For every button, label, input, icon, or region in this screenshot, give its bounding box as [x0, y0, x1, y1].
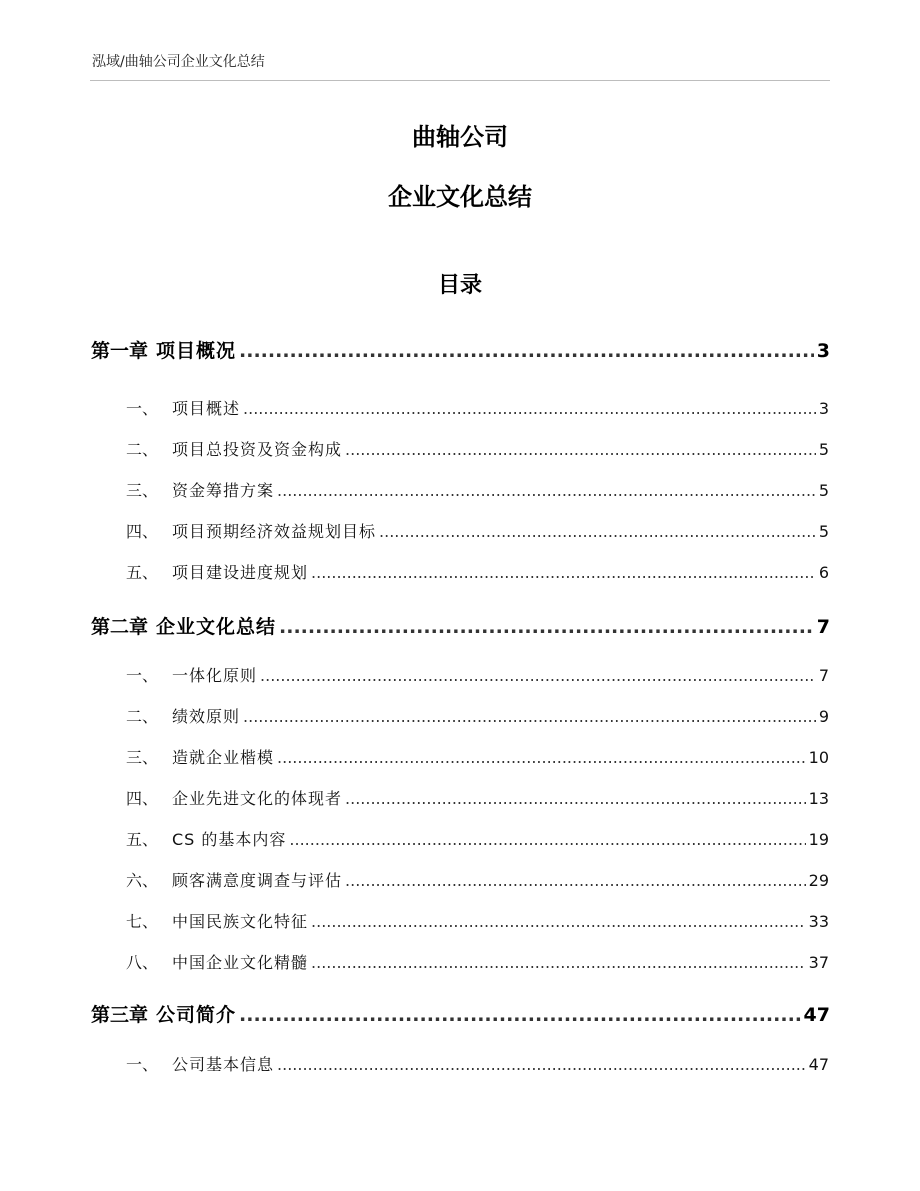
- toc-section-3-1[interactable]: [126, 1052, 829, 1076]
- toc-entry-page: 19: [808, 830, 829, 849]
- toc-entry-number: 四、: [126, 522, 159, 541]
- toc-dot-leader: [277, 748, 806, 767]
- toc-entry-page: 37: [808, 953, 829, 972]
- toc-entry-number: 第三章: [91, 1004, 149, 1026]
- toc-entry-number: 七、: [126, 912, 159, 931]
- toc-entry-label: 项目预期经济效益规划目标: [172, 522, 377, 541]
- toc-section-2-6[interactable]: [126, 868, 829, 892]
- page-header: 泓域/曲轴公司企业文化总结: [92, 54, 265, 70]
- toc-section-1-4[interactable]: [126, 519, 829, 543]
- toc-entry-label: 项目概述: [172, 399, 241, 418]
- toc-dot-leader: [345, 440, 816, 459]
- toc-entry-number: 二、: [126, 707, 159, 726]
- toc-section-2-8[interactable]: [126, 950, 829, 974]
- toc-entry-label: 企业先进文化的体现者: [172, 789, 343, 808]
- toc-section-2-5[interactable]: [126, 827, 829, 851]
- toc-entry-label: 项目总投资及资金构成: [172, 440, 343, 459]
- toc-section-1-2[interactable]: [126, 437, 829, 461]
- toc-chapter-2[interactable]: [91, 612, 830, 640]
- toc-entry-label: 项目建设进度规划: [172, 563, 309, 582]
- toc-entry-page: 5: [818, 440, 829, 459]
- toc-entry-number: 三、: [126, 748, 159, 767]
- toc-section-2-4[interactable]: [126, 786, 829, 810]
- toc-dot-leader: [345, 871, 806, 890]
- toc-entry-page: 13: [808, 789, 829, 808]
- toc-entry-number: 一、: [126, 1055, 159, 1074]
- toc-entry-number: 五、: [126, 563, 159, 582]
- toc-entry-number: 四、: [126, 789, 159, 808]
- toc-section-1-5[interactable]: [126, 560, 829, 584]
- toc-entry-page: 7: [816, 616, 830, 638]
- toc-entry-label: 造就企业楷模: [172, 748, 275, 767]
- toc-entry-number: 八、: [126, 953, 159, 972]
- toc-entry-page: 9: [818, 707, 829, 726]
- toc-entry-label: CS 的基本内容: [172, 830, 287, 849]
- document-title-subject: 企业文化总结: [388, 183, 532, 211]
- toc-entry-page: 47: [803, 1004, 830, 1026]
- toc-dot-leader: [311, 912, 806, 931]
- header-divider: [90, 80, 830, 81]
- toc-entry-number: 六、: [126, 871, 159, 890]
- toc-dot-leader: [260, 666, 816, 685]
- toc-dot-leader: [289, 830, 805, 849]
- toc-dot-leader: [279, 616, 814, 638]
- toc-chapter-1[interactable]: [91, 336, 830, 364]
- toc-section-2-1[interactable]: [126, 663, 829, 687]
- toc-entry-page: 5: [818, 481, 829, 500]
- toc-entry-label: 绩效原则: [172, 707, 241, 726]
- toc-dot-leader: [277, 481, 816, 500]
- toc-dot-leader: [277, 1055, 806, 1074]
- toc-section-2-2[interactable]: [126, 704, 829, 728]
- toc-entry-label: 中国民族文化特征: [172, 912, 309, 931]
- toc-entry-page: 7: [818, 666, 829, 685]
- toc-entry-page: 33: [808, 912, 829, 931]
- toc-section-1-1[interactable]: [126, 396, 829, 420]
- toc-entry-number: 三、: [126, 481, 159, 500]
- toc-entry-page: 47: [808, 1055, 829, 1074]
- toc-entry-page: 5: [818, 522, 829, 541]
- toc-entry-page: 29: [808, 871, 829, 890]
- document-title-company: 曲轴公司: [412, 123, 508, 151]
- toc-entry-number: 五、: [126, 830, 159, 849]
- toc-dot-leader: [243, 707, 816, 726]
- toc-entry-label: 企业文化总结: [156, 616, 277, 638]
- toc-section-2-7[interactable]: [126, 909, 829, 933]
- toc-entry-page: 3: [818, 399, 829, 418]
- toc-entry-page: 10: [808, 748, 829, 767]
- toc-entry-label: 资金筹措方案: [172, 481, 275, 500]
- toc-entry-label: 顾客满意度调查与评估: [172, 871, 343, 890]
- toc-entry-label: 公司简介: [156, 1004, 237, 1026]
- toc-chapter-3[interactable]: [91, 1000, 830, 1028]
- toc-entry-number: 第一章: [91, 340, 149, 362]
- toc-dot-leader: [311, 953, 806, 972]
- toc-entry-number: 二、: [126, 440, 159, 459]
- toc-entry-number: 一、: [126, 666, 159, 685]
- toc-heading: 目录: [437, 273, 482, 298]
- toc-entry-label: 一体化原则: [172, 666, 258, 685]
- toc-section-1-3[interactable]: [126, 478, 829, 502]
- toc-dot-leader: [311, 563, 816, 582]
- toc-entry-label: 中国企业文化精髓: [172, 953, 309, 972]
- toc-entry-label: 项目概况: [156, 340, 237, 362]
- toc-dot-leader: [239, 340, 814, 362]
- toc-section-2-3[interactable]: [126, 745, 829, 769]
- toc-dot-leader: [379, 522, 816, 541]
- toc-entry-label: 公司基本信息: [172, 1055, 275, 1074]
- toc-dot-leader: [345, 789, 806, 808]
- toc-dot-leader: [239, 1004, 801, 1026]
- toc-entry-page: 6: [818, 563, 829, 582]
- toc-entry-number: 一、: [126, 399, 159, 418]
- toc-dot-leader: [243, 399, 816, 418]
- toc-entry-number: 第二章: [91, 616, 149, 638]
- toc-entry-page: 3: [816, 340, 830, 362]
